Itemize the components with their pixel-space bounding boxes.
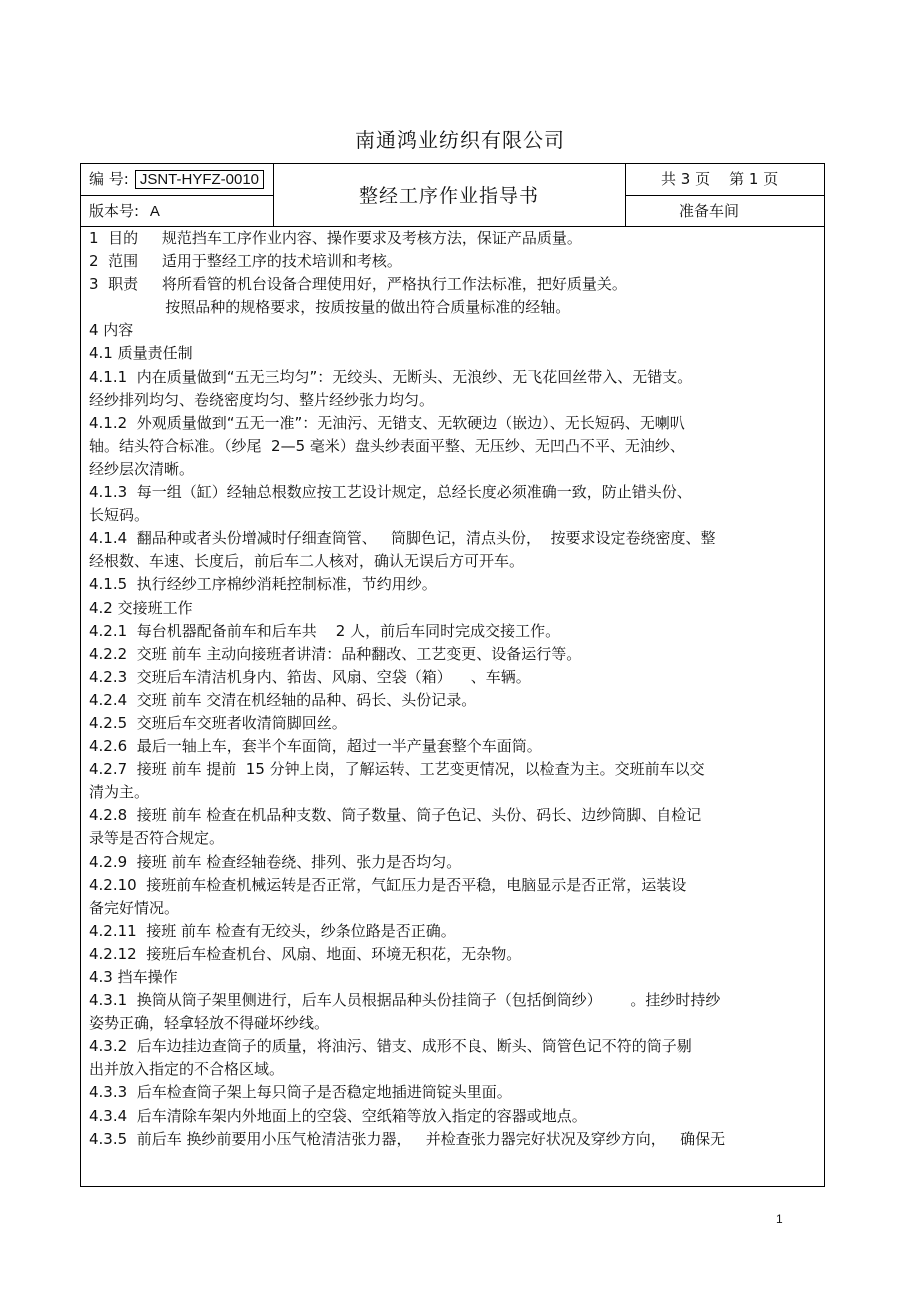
doc-code: [89, 168, 264, 189]
body-line: 4.3.2 后车边挂边查筒子的质量，将油污、错支、成形不良、断头、筒管色记不符的筒子剔: [89, 1037, 692, 1056]
body-line: 经纱层次清晰。: [89, 459, 195, 478]
doc-title: 整经工序作业指导书: [358, 185, 539, 207]
body-line: 4.2.12 接班后车检查机台、风扇、地面、环境无积花，无杂物。: [89, 944, 522, 963]
body-line: 清为主。: [89, 783, 150, 802]
body-line: 4.3.1 换筒从筒子架里侧进行，后车人员根据品种头份挂筒子（包括倒筒纱） 。挂纱时持纱: [89, 991, 721, 1010]
body-line: 经纱排列均匀、卷绕密度均匀、整片经纱张力均匀。: [89, 390, 435, 409]
doc-code-value: JSNT-HYFZ-0010: [135, 170, 264, 189]
doc-version-value: A: [149, 203, 160, 220]
body-line: 4.1.1 内在质量做到“五无三均匀”：无绞头、无断头、无浪纱、无飞花回丝带入、无错支。: [89, 367, 693, 386]
body-line: 4.3.5 前后车 换纱前要用小压气枪清洁张力器， 并检查张力器完好状况及穿纱方向， 确保无: [89, 1129, 726, 1148]
body-line: 4.2.7 接班 前车 提前 15 分钟上岗，了解运转、工艺变更情况，以检查为主。交班前车以交: [89, 760, 705, 779]
body-line: 4.2 交接班工作: [89, 598, 193, 617]
body-line: 姿势正确，轻拿轻放不得碰坏纱线。: [89, 1014, 330, 1033]
body-line: 4.2.3 交班后车清洁机身内、筘齿、风扇、空袋（箱） 、车辆。: [89, 667, 531, 686]
body-line: 2 范围 适用于整经工序的技术培训和考核。: [89, 252, 402, 271]
body-line: 4 内容: [89, 321, 134, 340]
body-line: 4.3.4 后车清除车架内外地面上的空袋、空纸箱等放入指定的容器或地点。: [89, 1106, 587, 1125]
document-body: [89, 227, 820, 1151]
body-line: 4.3.3 后车检查筒子架上每只筒子是否稳定地插进筒锭头里面。: [89, 1083, 512, 1102]
document-header: [81, 164, 824, 227]
body-line: 3 职责 将所看管的机台设备合理使用好，严格执行工作法标准，把好质量关。: [89, 275, 627, 294]
body-line: 备完好情况。: [89, 898, 180, 917]
body-line: 4.2.9 接班 前车 检查经轴卷绕、排列、张力是否均匀。: [89, 852, 462, 871]
document-frame: [80, 163, 825, 1187]
company-name: 南通鸿业纺织有限公司: [355, 128, 565, 152]
body-line: 轴。结头符合标准。（纱尾 2—5 毫米）盘头纱表面平整、无压纱、无凹凸不平、无油纱、: [89, 436, 685, 455]
page-number: 1: [776, 1212, 783, 1226]
body-line: 经根数、车速、长度后，前后车二人核对，确认无误后方可开车。: [89, 552, 525, 571]
body-line: 4.2.8 接班 前车 检查在机品种支数、筒子数量、筒子色记、头份、码长、边纱筒脚、自检记: [89, 806, 702, 825]
doc-version: [89, 200, 160, 221]
body-line: 4.2.1 每台机器配备前车和后车共 2 人，前后车同时完成交接工作。: [89, 621, 561, 640]
doc-version-label: 版本号:: [89, 202, 140, 220]
body-line: 4.2.4 交班 前车 交清在机经轴的品种、码长、头份记录。: [89, 690, 477, 709]
body-line: 4.1.3 每一组（缸）经轴总根数应按工艺设计规定，总经长度必须准确一致，防止错头份、: [89, 483, 692, 502]
department: 准备车间: [679, 202, 740, 220]
body-line: 1 目的 规范挡车工序作业内容、操作要求及考核方法，保证产品质量。: [89, 229, 582, 247]
body-line: 4.2.6 最后一轴上车，套半个车面筒，超过一半产量套整个车面筒。: [89, 737, 542, 756]
doc-code-label: 编 号:: [89, 170, 129, 188]
body-line: 录等是否符合规定。: [89, 829, 225, 848]
body-line: 4.2.11 接班 前车 检查有无绞头，纱条位路是否正确。: [89, 921, 456, 940]
page-count: 共 3 页 第 1 页: [661, 170, 779, 188]
body-line: 4.1 质量责任制: [89, 344, 193, 363]
body-line: 4.2.10 接班前车检查机械运转是否正常，气缸压力是否平稳，电脑显示是否正常，运装设: [89, 875, 687, 894]
body-line: 4.1.2 外观质量做到“五无一准”：无油污、无错支、无软硬边（嵌边）、无长短码、无喇叭: [89, 413, 685, 432]
body-line: 4.3 挡车操作: [89, 968, 178, 986]
body-line: 4.1.4 翻品种或者头份增减时仔细查筒管、 筒脚色记，清点头份， 按要求设定卷绕密度、整: [89, 529, 716, 548]
body-line: 4.2.2 交班 前车 主动向接班者讲清：品种翻改、工艺变更、设备运行等。: [89, 644, 582, 663]
body-line: 出并放入指定的不合格区域。: [89, 1060, 285, 1079]
body-line: 按照品种的规格要求，按质按量的做出符合质量标准的经轴。: [89, 298, 571, 317]
body-line: 4.1.5 执行经纱工序棉纱消耗控制标准，节约用纱。: [89, 575, 437, 594]
body-line: 长短码。: [89, 506, 150, 525]
body-line: 4.2.5 交班后车交班者收清筒脚回丝。: [89, 713, 347, 732]
